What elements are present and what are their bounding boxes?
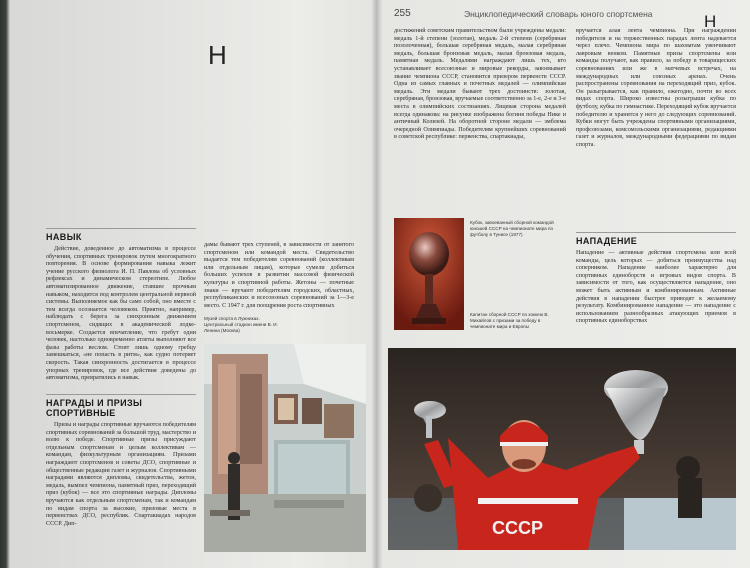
paragraph: достижений советским правительством были учреждены медали: медаль 1-й степени (золотая), медаль 2-й степени (серебряная позолоченная), большая серебряная медаль, малая серебряная медаль, большая бронзовая медаль, малая бронзовая медаль, памятная медаль. Медалями награждают лишь тех, кто устанавливает всесоюзные и мировые рекорды, завоевывает звание чемпиона СССР, становится призером первенств СССР. Одна из самых главных и почетных медалей — олимпийская медаль. Эти медали бывают трех достоинств: золотая, серебряная, бронзовая, вручаемые соответственно за 1-е, 2-е и 3-е места в олимпийских состязаниях. Лицевая сторона медалей всегда одинакова: на рисунке изображена богиня победы Нике и античный Колизей. На оборотной стороне медали — эмблема очередной Олимпиады. Победителям крупнейших соревнований в советской республике: первенства, спартакиады, <box>394 28 566 141</box>
page-number: 255 <box>394 8 411 19</box>
jersey-lettering: СССР <box>492 518 544 538</box>
divider <box>576 232 736 233</box>
cup-illustration <box>394 218 464 330</box>
article-text-nagrady <box>46 422 196 562</box>
paragraph: Нападение — активные действия спортсмена или всей команды, цель которых — добиться преимущества над соперником. Нападение наиболее характерно для спортивных единоборств и игровых видов спорта. В зависимости от того, как осуществляется нападение, оно может быть активным и комбинированным. Активные действия в нападении быстрее приводят к желаемому результату. Комбинированное нападение — это нападение с использованием разнообразных атакующих приемов в спортивных единоборствах <box>576 250 736 325</box>
paragraph: Призы и награды спортивные вручаются победителям спортивных соревнований за большой труд, мастерство и волю к победе. Спортивные призы присуждают отдельным спортсменам и целым коллективам — командам, физкультурным организациям. Призами награждают спортсменов и советы ДСО, спортивные и общественные редакции газет и журналов. Спортивными наградами являются дипломы, свидетельства, жетон, медаль, вымпел чемпиона, памятный приз, переходящий приз (кубок) — все это спортивные награды. Дипломы вручаются как отдельным спортсменам, так и командам по видам спорта за высокие, призовые места в первенствах ДСО, республик. Спартакиадах народов СССР. Дип- <box>46 422 196 527</box>
divider <box>46 228 196 229</box>
article-heading-nagrady: НАГРАДЫ И ПРИЗЫ СПОРТИВНЫЕ <box>46 398 143 418</box>
photo-caption-museum: Музей спорта в Лужниках. Центральный стадион имени В. И. Ленина (Москва) <box>204 316 278 333</box>
photo-caption-cup: Кубок, завоеванный сборной командой юношей СССР на чемпионате мира по футболу в Тунисе (1977) <box>470 220 554 237</box>
section-letter: Н <box>704 12 717 31</box>
paragraph: вручается алая лента чемпиона. При награждении победителя и на торжественных парадах лента надевается через плечо. Чемпиона мира по шахматам увенчивают лавровым венком. Памятные призы спортсмены или команды получают, как правило, за победу в товарищеских соревнованиях или же в матчевых встречах, на международных или союзных аренах. Очень распространены соревнования на переходящий приз, кубок. Он разыгрывается, как правило, ежегодно, почти во всех видах спорта. Широко известны розыгрыши кубка по футболу, кубка по гимнастике. Переходящий кубок вручается победителю и хранится у него до следующих соревнований. Кубки могут быть учреждены спортивными организациями, профсоюзами, комсомольскими организациями, редакциями газет и журналов, международными федерациями по видам спорта. <box>576 28 736 148</box>
photo-caption-hockey: Капитан сборной СССР по хоккею В. Михайлов с призами за победу в чемпионате мира и Европы <box>470 312 549 329</box>
running-title: Энциклопедический словарь юного спортсмена <box>464 9 653 19</box>
napadenie-text <box>576 250 736 346</box>
medals-text <box>394 28 566 208</box>
museum-photo <box>204 344 366 552</box>
right-page <box>374 0 750 568</box>
article-heading-navyk: НАВЫК <box>46 232 82 242</box>
article-text-navyk <box>46 246 196 388</box>
article-text-continued <box>204 242 354 309</box>
museum-illustration <box>204 344 366 552</box>
hockey-illustration <box>388 348 736 550</box>
trophy-cup-photo <box>394 218 464 330</box>
section-letter: Н <box>208 40 227 70</box>
paragraph: Действие, доведенное до автоматизма в процессе обучения, спортивных тренировок путем многократного повторения. В основе формирования навыка лежит учение русского физиолога И. П. Павлова об условных рефлексах и динамическом стереотипе. Любое автоматизированное движение, ставшее прочным навыком, находится под контролем центральной нервной системы. Выполняемое как бы само собой, оно вместе с тем всегда осознается человеком. Приятно, например, наблюдать с берега за синхронным движением спортсменов, сидящих в академической лодке-восьмерке. Создается впечатление, что гребут одни человек, настолько одновременно атлеты выполняют все фазы работы веслом. Стоит лишь одному гребцу замешкаться, «не попасть в ритм», как судно потеряет скорость. Такая синхронность достигается в процессе упорных тренировок, где все действия доведены до автоматизма, превратились в навык. <box>46 246 196 382</box>
paragraph: дамы бывают трех ступеней, в зависимости от занятого спортсменом или командой места. Свидетельство выдается тем победителям соревнований (коллективам или отдельным лицам), которые сумели добиться больших успехов в развитии массовой физической культуры и спортивной работы. Жетоны — почетные знаки — вручают победителям городских, областных, республиканских и всесоюзных соревнований за 1—3-е место. С 1947 г. для поощрения роста спортивных <box>204 242 354 309</box>
article-heading-napadenie: НАПАДЕНИЕ <box>576 236 638 246</box>
hockey-captain-photo <box>388 348 736 550</box>
divider <box>46 394 196 395</box>
prizes-text <box>576 28 736 228</box>
left-page <box>10 0 368 568</box>
